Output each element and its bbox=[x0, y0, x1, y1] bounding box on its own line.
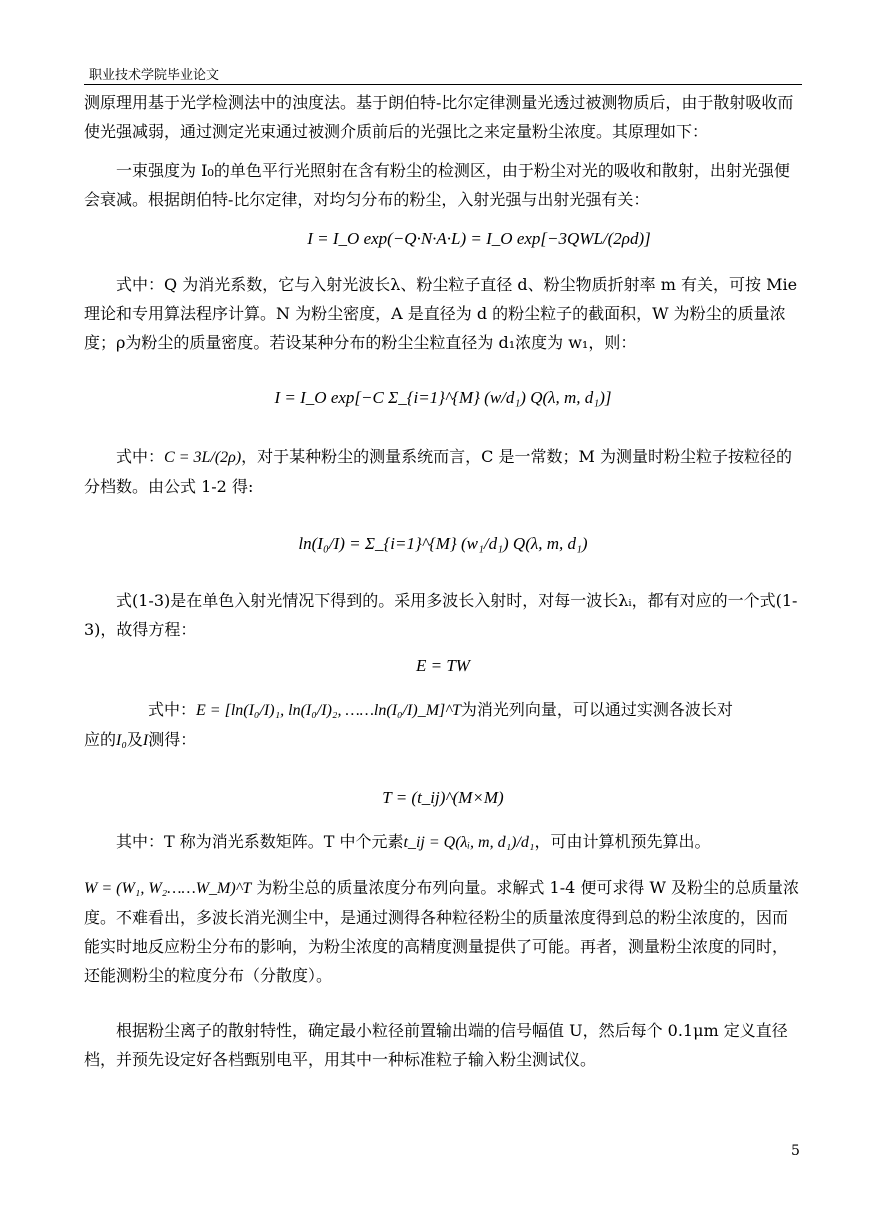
paragraph-constant-c-lead: 式中： bbox=[116, 447, 165, 466]
equation-lambert-beer-text: I = I_O exp(−Q·N·A·L) = I_O exp[−3QWL/(2ρd)] bbox=[307, 229, 651, 248]
symbol-i0: I₀ bbox=[116, 732, 127, 749]
equation-tij: t_ij = Q(λᵢ, m, d₁)/d₁ bbox=[403, 834, 535, 851]
header-rule bbox=[84, 84, 802, 85]
equation-distribution-text: I = I_O exp[−C Σ_{i=1}^{M} (w/d₁) Q(λ, m, d₁)] bbox=[274, 388, 612, 407]
paragraph-constant-c bbox=[84, 442, 802, 501]
paragraph-extinction-vector-cont: 应的 bbox=[84, 730, 117, 749]
paragraph-extinction-coefficient: 式中：Q 为消光系数，它与入射光波长λ、粉尘粒子直径 d、粉尘物质折射率 m 有关，可按 Mie 理论和专用算法程序计算。N 为粉尘密度，A 是直径为 d 的粉尘粒子的截面积，W 为粉尘的质量浓度；ρ为粉尘的质量密度。若设某种分布的粉尘尘粒直径为 d₁浓度为 w₁，则： bbox=[84, 275, 798, 352]
equation-lambert-beer bbox=[120, 229, 838, 249]
paragraph-matrix-elements bbox=[84, 827, 802, 857]
paragraph-extinction-vector bbox=[84, 695, 802, 755]
paragraph-scattering: 根据粉尘离子的散射特性，确定最小粒径前置输出端的信号幅值 U，然后每个 0.1μm 定义直径档，并预先设定好各档甄别电平，用其中一种标准粒子输入粉尘测试仪。 bbox=[84, 1021, 788, 1069]
equation-e-vector: E = [ln(I₀/I)₁, ln(I₀/I)₂, ……ln(I₀/I)_M]^T bbox=[196, 702, 461, 719]
equation-t-matrix-text: T = (t_ij)^(M×M) bbox=[382, 788, 504, 807]
document-header-title: 职业技术学院毕业论文 bbox=[89, 68, 220, 83]
equation-e-tw bbox=[84, 656, 802, 676]
paragraph-principle: 测原理用基于光学检测法中的浊度法。基于朗伯特-比尔定律测量光透过被测物质后，由于散射吸收而使光强减弱，通过测定光束通过被测介质前后的光强比之来定量粉尘浓度。其原理如下： bbox=[84, 93, 794, 141]
paragraph-extinction-vector-and: 及 bbox=[126, 730, 143, 749]
paragraph-mass-concentration bbox=[84, 873, 802, 990]
equation-log-ratio bbox=[84, 534, 802, 554]
paragraph-multi-wavelength: 式(1-3)是在单色入射光情况下得到的。采用多波长入射时，对每一波长λᵢ，都有对应的一个式(1-3)，故得方程： bbox=[84, 591, 798, 639]
equation-t-matrix bbox=[84, 788, 802, 808]
symbol-i: I bbox=[142, 732, 149, 749]
equation-w-vector: W = (W₁, W₂……W_M)^T bbox=[84, 880, 252, 897]
equation-distribution bbox=[84, 388, 802, 408]
paragraph-beam: 一束强度为 I₀的单色平行光照射在含有粉尘的检测区，由于粉尘对光的吸收和散射，出射光强便会衰减。根据朗伯特-比尔定律，对均匀分布的粉尘，入射光强与出射光强有关： bbox=[84, 161, 790, 209]
paragraph-extinction-vector-mid: 为消光列向量，可以通过实测各波长对 bbox=[460, 700, 733, 719]
equation-e-tw-text: E = TW bbox=[416, 656, 470, 675]
paragraph-matrix-elements-lead: 其中：T 称为消光系数矩阵。T 中个元素 bbox=[116, 832, 404, 851]
paragraph-extinction-vector-lead: 式中： bbox=[148, 700, 197, 719]
page-number: 5 bbox=[791, 1143, 800, 1159]
equation-log-ratio-text: ln(I₀/I) = Σ_{i=1}^{M} (w₁/d₁) Q(λ, m, d₁) bbox=[298, 534, 588, 553]
paragraph-matrix-elements-rest: ，可由计算机预先算出。 bbox=[534, 832, 711, 851]
paragraph-constant-c-rest: ，对于某种粉尘的测量系统而言，C 是一常数；M 为测量时粉尘粒子按粒径的分档数。由公式 1-2 得: bbox=[84, 447, 792, 496]
paragraph-extinction-vector-end: 测得： bbox=[148, 730, 197, 749]
paragraph-mass-concentration-text: 为粉尘总的质量浓度分布列向量。求解式 1-4 便可求得 W 及粉尘的总质量浓度。不难看出，多波长消光测尘中，是通过测得各种粒径粉尘的质量浓度得到总的粉尘浓度的，因而能实时地反应粉尘分布的影响，为粉尘浓度的高精度测量提供了可能。再者，测量粉尘浓度的同时，还能测粉尘的粒度分布（分散度）。 bbox=[84, 878, 799, 985]
equation-c-inline: C = 3L/(2ρ) bbox=[164, 449, 242, 466]
